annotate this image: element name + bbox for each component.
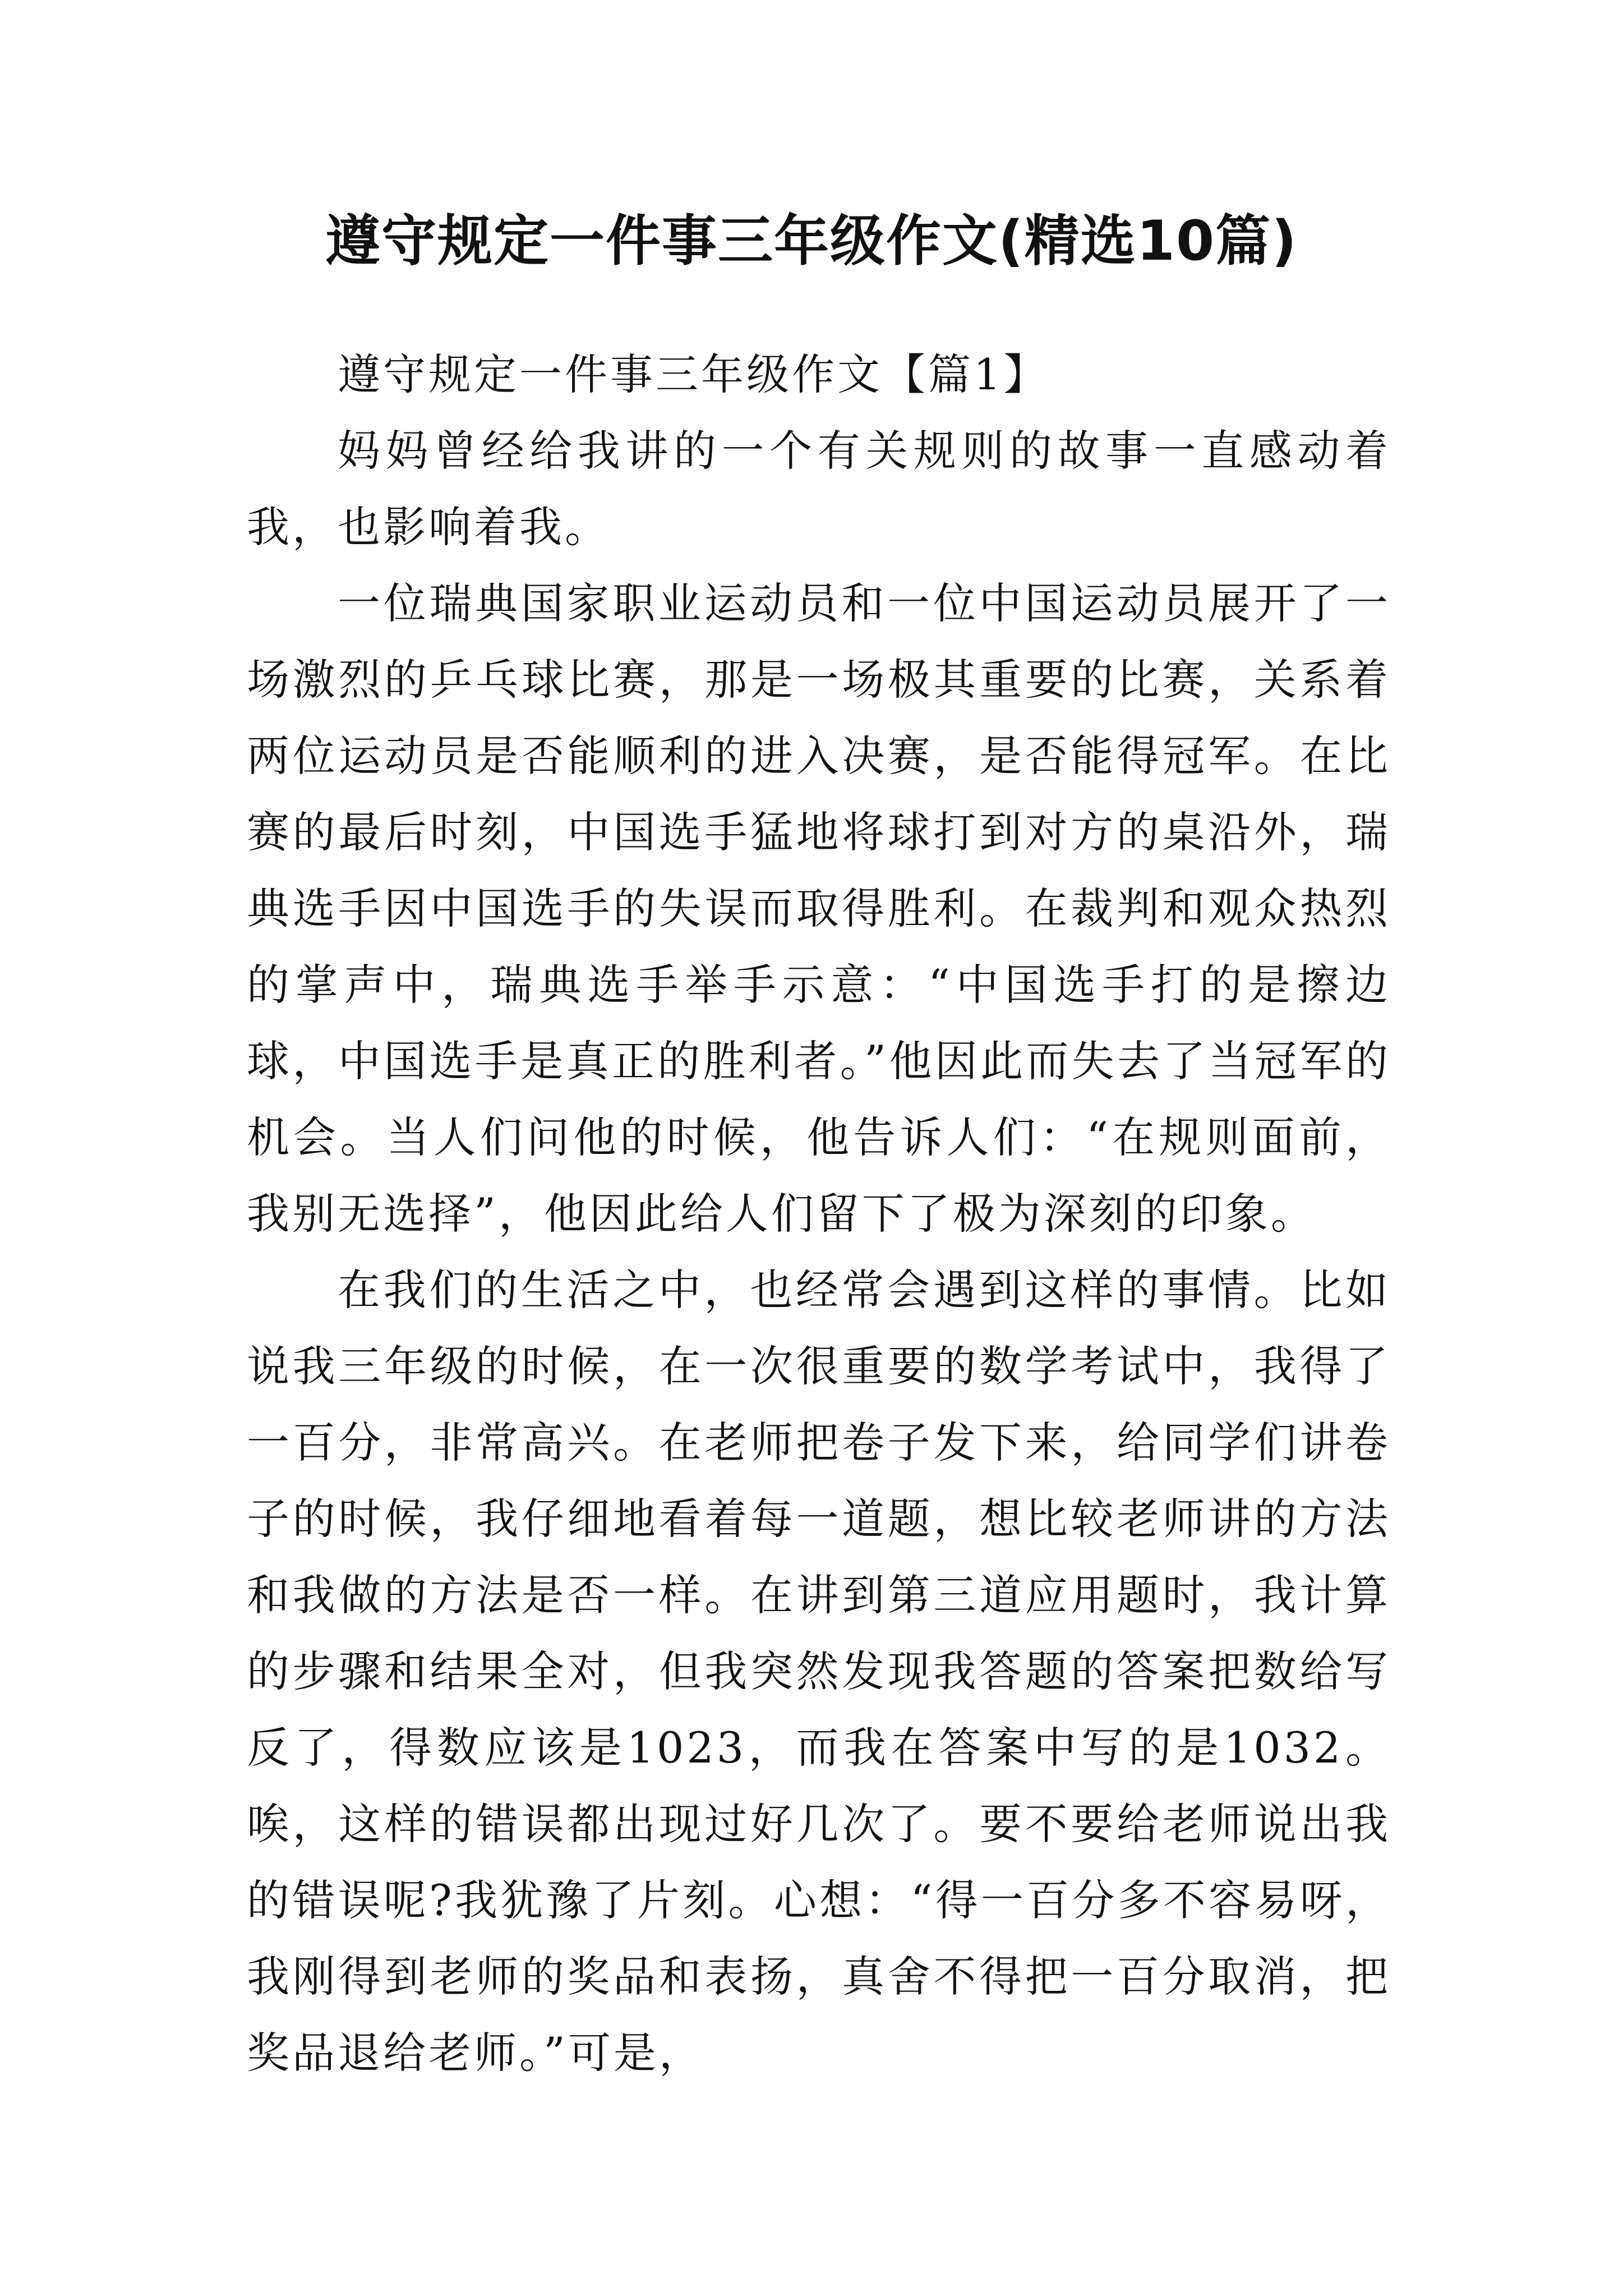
paragraph: 一位瑞典国家职业运动员和一位中国运动员展开了一场激烈的乒乓球比赛，那是一场极其重要的比赛，关系着两位运动员是否能顺利的进入决赛，是否能得冠军。在比赛的最后时刻，中国选手猛地将球打到对方的桌沿外，瑞典选手因中国选手的失误而取得胜利。在裁判和观众热烈的掌声中，瑞典选手举手示意：“中国选手打的是擦边球，中国选手是真正的胜利者。”他因此而失去了当冠军的机会。当人们问他的时候，他告诉人们：“在规则面前，我别无选择”，他因此给人们留下了极为深刻的印象。 bbox=[247, 578, 1391, 1239]
document-body bbox=[247, 337, 1391, 2091]
paragraph: 在我们的生活之中，也经常会遇到这样的事情。比如说我三年级的时候，在一次很重要的数学考试中，我得了一百分，非常高兴。在老师把卷子发下来，给同学们讲卷子的时候，我仔细地看着每一道题，想比较老师讲的方法和我做的方法是否一样。在讲到第三道应用题时，我计算的步骤和结果全对，但我突然发现我答题的答案把数给写反了，得数应该是1023，而我在答案中写的是1032。唉，这样的错误都出现过好几次了。要不要给老师说出我的错误呢?我犹豫了片刻。心想：“得一百分多不容易呀，我刚得到老师的奖品和表扬，真舍不得把一百分取消，把奖品退给老师。”可是， bbox=[247, 1265, 1391, 2078]
document-title: 遵守规定一件事三年级作文(精选10篇) bbox=[325, 209, 1298, 273]
paragraph: 妈妈曾经给我讲的一个有关规则的故事一直感动着我，也影响着我。 bbox=[247, 426, 1391, 552]
section-heading: 遵守规定一件事三年级作文【篇1】 bbox=[338, 349, 1049, 399]
